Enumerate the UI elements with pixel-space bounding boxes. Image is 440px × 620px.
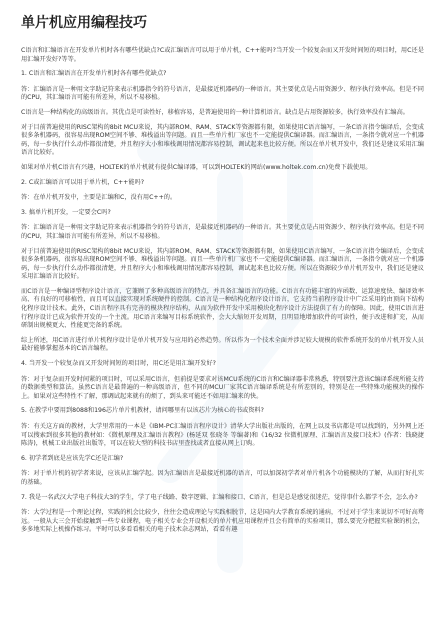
intro-paragraph: C语言和汇编语言在开发单片机时各有哪些优缺点?C或汇编语言可以用于单片机，C++能吗?当开发一个较复杂而又开发时间短的项目时，用C还是用汇编开发好?等等。 <box>21 47 424 63</box>
question-heading: 1. C语言和汇编语言在开发单片机时各有哪些优缺点? <box>21 70 167 78</box>
question-heading: 3. 搞单片机开发，一定要会C吗? <box>21 208 111 216</box>
question-heading: 5. 在教学中要用到8088和196芯片单片机教材，请问哪里有以该芯片为核心的书或资料? <box>21 407 264 415</box>
page-title: 单片机应用编程技巧 <box>21 15 147 31</box>
question-heading: 7. 我是一名武汉大学电子科技大3的学生，学了电子线路、数字逻辑、汇编和接口、C语言，但是总是感觉很迷茫，觉得事什么都学不会，怎么办? <box>21 493 418 501</box>
answer-paragraph: 答：汇编语言是一种用文字助记符来表示机器指令的符号语言，是最接近机器码的一种语言。其主要优点是占用资源少、程序执行效率高。但是不同的CPU，其汇编语言可能有所差异，所以不易移植。 <box>21 224 424 240</box>
article-body <box>21 47 424 535</box>
answer-paragraph: C语言是一种结构化的高级语言。其优点是可读性好，移植容易，是普遍使用的一种计算机语言。缺点是占用资源较多，执行效率没有汇编高。 <box>21 108 409 116</box>
question-heading: 4. 当开发一个较复杂而又开发时间短的项目时，用C还是用汇编开发好? <box>21 360 216 368</box>
question-heading: 2. C或汇编语言可以用于单片机，C++能吗? <box>21 178 144 186</box>
answer-paragraph: 对于目前普遍使用的RISC架构的8bit MCU来说，其内部ROM、RAM、STACK等资源都有限，如果使用C语言编写，一条C语言指令编译后，会变成很多条机器码，很容易出现ROM空间不够、堆栈溢出等问题。而且一些单片机厂家也不一定能提供C编译器。而汇编语言，一条指令就对应一个机器码，每一步执行什么动作都很清楚，并且程序大小和堆栈调用情况都容易控制，调试起来也比较方便。所以在单片机开发中，我们还是建议采用汇编语言比较好。 <box>21 123 424 157</box>
answer-paragraph: 答：在单片机开发中，主要是汇编和C，没有用C++的。 <box>21 194 177 202</box>
answer-paragraph: 如果对单片机C语言有兴趣，HOLTEK的单片机就有提供C编译器，可以到HOLTEK的网站(www.holtek.com.cn)免费下载使用。 <box>21 163 372 171</box>
question-heading: 6. 初学者到底是应该先学C还是汇编? <box>21 454 124 462</box>
answer-paragraph: 综上所述，用C语言进行单片机程序设计是单片机开发与应用的必然趋势。所以作为一个技术全面并涉足较大规模的软件系统开发的单片机开发人员最好能够掌握基本的C语言编程。 <box>21 336 424 353</box>
answer-paragraph: 而C语言是一种编译型程序设计语言，它兼顾了多种高级语言的特点，并具备汇编语言的功能。C语言有功能丰富的库函数、运算速度快、编译效率高、有良好的可移植性，而且可以直接实现对系统硬件的控制。C语言是一种结构化程序设计语言，它支持当前程序设计中广泛采用的由顶向下结构化程序设计技术。此外，C语言程序具有完善的模块程序结构，从而为软件开发中采用模块化程序设计方法提供了有力的保障。因此，使用C语言进行程序设计已成为软件开发的一个主流。用C语言来编写目标系统软件，会大大缩短开发周期，且明显地增加软件的可读性，便于改进和扩充，从而研制出规模更大、性能更完备的系统。 <box>21 287 424 330</box>
answer-paragraph: 答：汇编语言是一种用文字助记符来表示机器指令的符号语言，是最接近机器码的一种语言。其主要优点是占用资源少、程序执行效率高。但是不同的CPU，其汇编语言可能有所差异，所以不易移植。 <box>21 85 424 102</box>
answer-paragraph: 答：大学过程是一个理论过程，实践的机会比较少，往往会造成理论与实践相脱节，这是国内大学教育系统的通病，不过对于学生来说切不可好高骛远。一般从大三会开始接触到一些专业课程，电子相关专业会开设相关的单片机应用课程并且会有简单的实验项目，那么要充分把握实验课的机会，多多地实际上机操作练习。平时可以多看看相关的电子技术杂志网站，看看有趣 <box>21 509 424 534</box>
answer-paragraph: 答：对于复杂而开发时间紧的项目时，可以采用C语言，但前提是要求对该MCU系统的C语言和C编译器非常熟悉，特别要注意该C编译系统所能支持的数据类型和算法。虽然C语言是最普遍的一种高级语言，但不同的MCU厂家其C语言编译系统是有所差别的，特别是在一些特殊功能模块的操作上。如果对这些特性不了解，那调试起来就有的烦了，到头来可能还不如用汇编来的快。 <box>21 375 424 400</box>
answer-paragraph: 对于目前普遍使用的RISC架构的8bit MCU来说，其内部ROM、RAM、STACK等资源都有限，如果使用C语言编写，一条C语言指令编译后，会变成很多条机器码，很容易出现ROM空间不够、堆栈溢出等问题。而且一些单片机厂家也不一定能提供C编译器。而汇编语言，一条指令就对应一个机器码，每一步执行什么动作都很清楚，并且程序大小和堆栈调用情况都容易控制，调试起来也比较方便。所以在资源较少单片机开发中，我们还是建议采用汇编语言比较好。 <box>21 247 424 281</box>
answer-paragraph: 答：对于单片机的初学者来说，应该从汇编学起。因为汇编语言是最接近机器的语言，可以加深初学者对单片机各个功能模块的了解，从而打好扎实的基础。 <box>21 470 424 486</box>
answer-paragraph: 答：有关这方面的教材，大学里常用的一本是《IBM-PC汇编语言程序设计》清华大学出版社出版的，在网上以及书店都是可以找到的，另外网上还可以搜索到很多其他的教材如：《微机原理及汇编语言教程》(杨延双 张晓冬 等编著)和《16/32 位微机原理、汇编语言及接口技术》(作者：钱晓捷 陈涛)，机械工业出版社出版等，可以在较大型的科技书店里查找或者直接从网上订购。 <box>21 423 424 448</box>
